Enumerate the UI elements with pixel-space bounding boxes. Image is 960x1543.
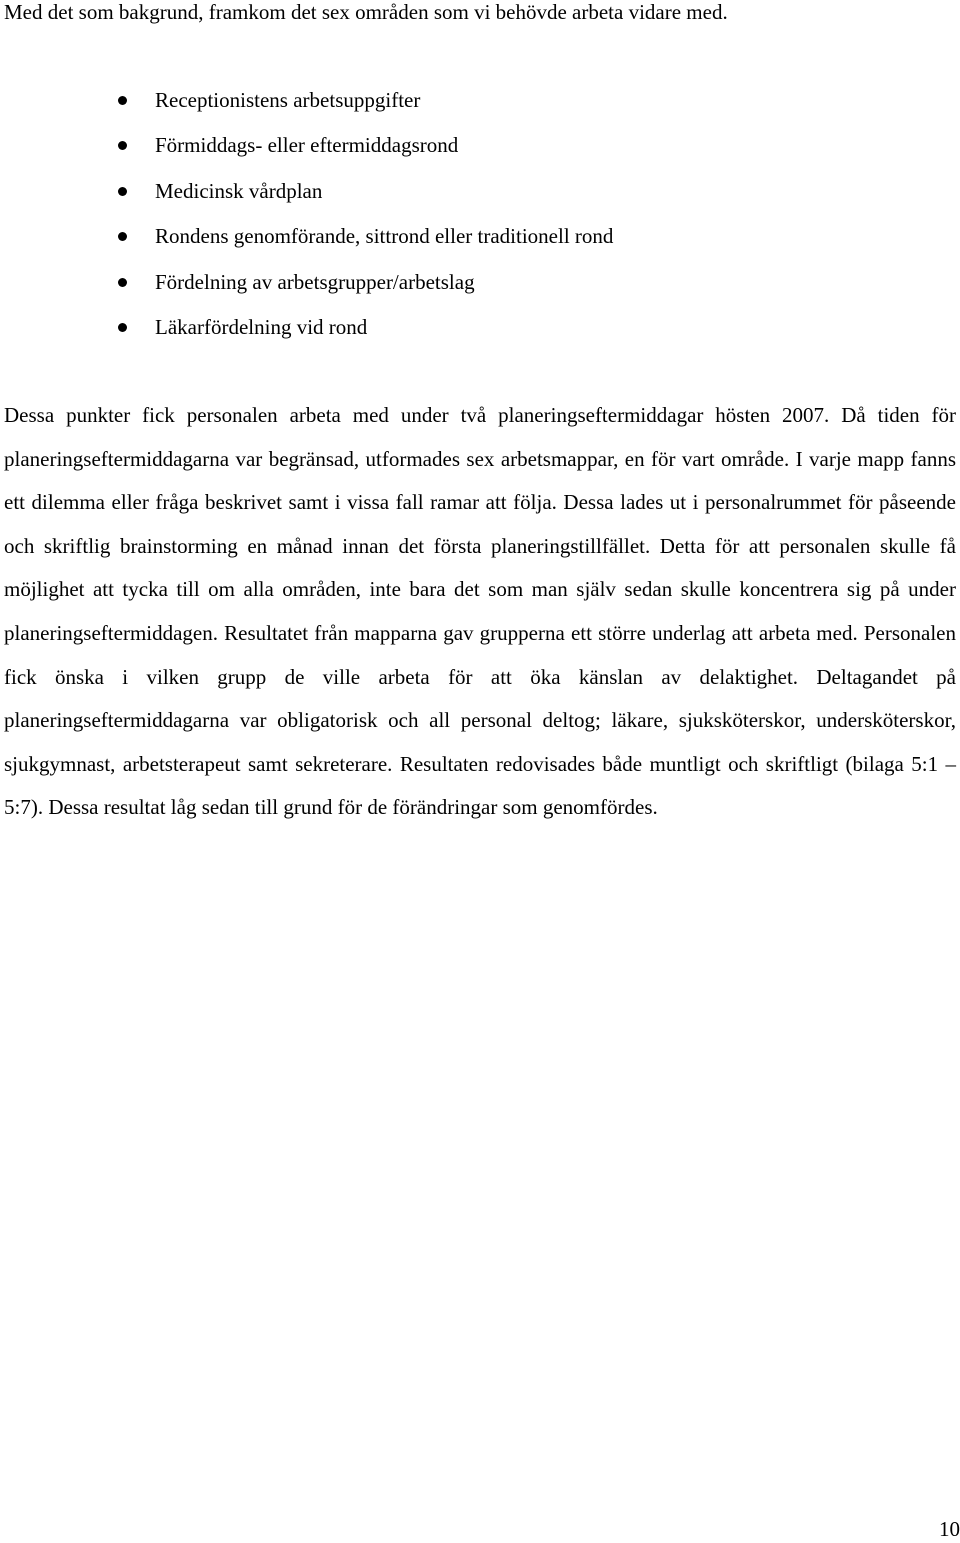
page-number: 10 <box>939 1517 960 1541</box>
topic-list <box>0 82 900 354</box>
bullet-icon <box>118 278 127 287</box>
list-item-text: Fördelning av arbetsgrupper/arbetslag <box>155 269 475 294</box>
list-item-text: Rondens genomförande, sittrond eller traditionell rond <box>155 224 614 249</box>
list-item <box>0 127 900 172</box>
list-item <box>0 309 900 354</box>
list-item-text: Medicinsk vårdplan <box>155 178 323 203</box>
body-paragraph: Dessa punkter fick personalen arbeta med under två planeringseftermiddagar hösten 2007. Då tiden för planeringseftermiddagarna var begränsad, utformades sex arbetsmappar, en för vart område. I varje mapp fanns ett dilemma eller fråga beskrivet samt i vissa fall ramar att följa. Dessa lades ut i personalrummet för påseende och skriftlig brainstorming en månad innan det första planeringstillfället. Detta för att personalen skulle få möjlighet att tycka till om alla områden, inte bara det som man själv sedan skulle koncentrera sig på under planeringseftermiddagen. Resultatet från mapparna gav grupperna ett större underlag att arbeta med. Personalen fick önska i vilken grupp de ville arbeta för att öka känslan av delaktighet. Deltagandet på planeringseftermiddagarna var obligatorisk och all personal deltog; läkare, sjuksköterskor, undersköterskor, sjukgymnast, arbetsterapeut samt sekreterare. Resultaten redovisades både muntligt och skriftligt (bilaga 5:1 – 5:7). Dessa resultat låg sedan till grund för de förändringar som genomfördes. <box>4 403 956 820</box>
bullet-icon <box>118 141 127 150</box>
list-item <box>0 264 900 309</box>
bullet-icon <box>118 323 127 332</box>
list-item-text: Receptionistens arbetsuppgifter <box>155 88 421 112</box>
bullet-icon <box>118 232 127 241</box>
list-item <box>0 218 900 263</box>
list-item-text: Läkarfördelning vid rond <box>155 314 368 339</box>
list-item <box>0 173 900 218</box>
intro-text: Med det som bakgrund, framkom det sex områden som vi behövde arbeta vidare med. <box>4 0 728 24</box>
bullet-icon <box>118 96 127 105</box>
list-item <box>0 82 900 127</box>
list-item-text: Förmiddags- eller eftermiddagsrond <box>155 133 459 158</box>
bullet-icon <box>118 187 127 196</box>
